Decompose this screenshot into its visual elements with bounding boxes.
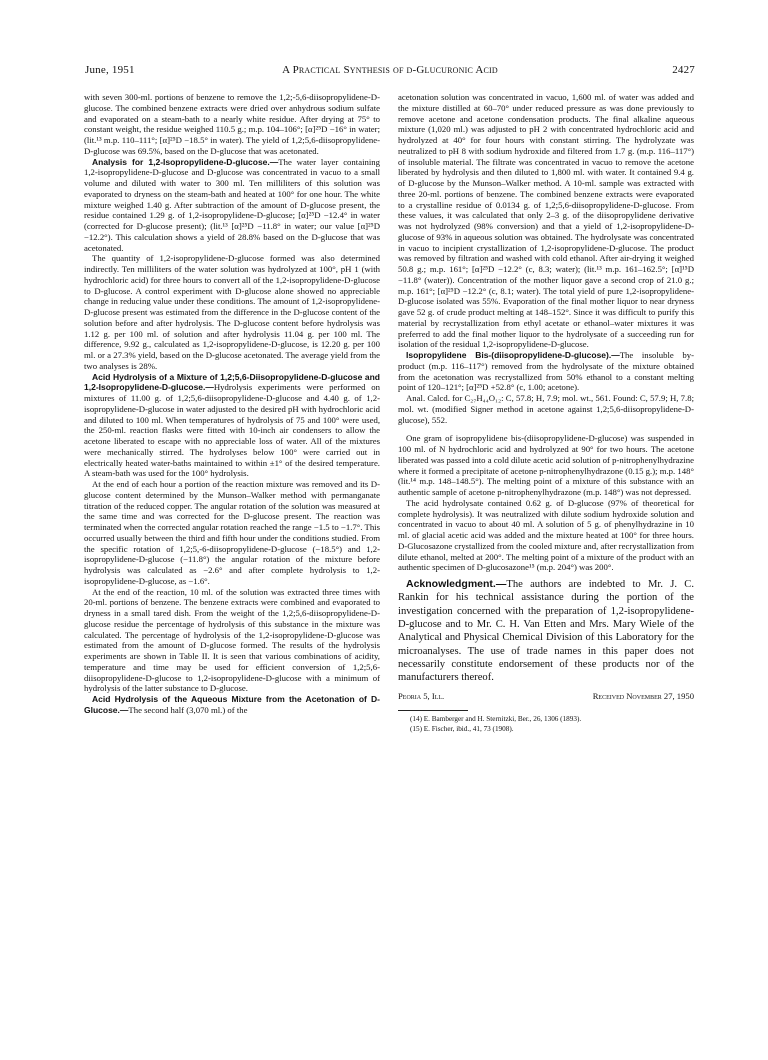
paragraph-text: The water layer containing 1,2-isopropylidene-D-glucose and D-glucose was concentrated in vacuo to a small volume and diluted with water to 300 ml. Ten milliliters of this solution was evaporated to dryness on the steam-bath and heated at 100° for one hour. The white mixture weighed 1.40 g. After subtraction of the amount of D-glucose present, the residue contained 1.29 g. of 1,2-isopropylidene-D-glucose; [α]²⁵D −12.4° in water (corrected for D-glucose present); (lit.¹³ [α]²⁵D −11.8° in water; our value [α]²⁵D −12.2°). This calculation shows a yield of 28.8% based on the D-glucose that was acetonated. — [84, 156, 380, 253]
run-in-heading: Analysis for 1,2-Isopropylidene-D-glucose.— — [92, 156, 279, 167]
acknowledgment-heading: Acknowledgment.— — [406, 578, 507, 590]
header-title: A Practical Synthesis of d-Glucuronic Acid — [282, 64, 498, 76]
footnote: (14) E. Bamberger and H. Sternitzki, Ber., 26, 1306 (1893). — [410, 714, 582, 723]
paragraph — [84, 372, 380, 480]
paragraph-text: Hydrolysis experiments were performed on mixtures of 11.00 g. of 1,2;5,6-diisopropylidene-D-glucose and 4.40 g. of 1,2-isopropylidene-D-glucose in water adjusted to the desired pH with hydrochloric acid and diluted to 100 ml. When temperatures of hydrolysis of 75 and 100° were used, the 250-ml. reaction flasks were fitted with 10-inch air condensers to allow the acetone liberated to escape with no appreciable loss of water. All of the mixtures were mechanically stirred. The hydrolyses below 100° were carried out in electrically heated water-baths maintained to within ±1° of the desired temperature. A steam-bath was used for the 100° hydrolysis. — [84, 382, 380, 479]
analysis-paragraph: Anal. Calcd. for C₂₇H₄₄O₁₂: C, 57.8; H, 7.9; mol. wt., 561. Found: C, 57.9; H, 7.8; mol. wt. (modified Signer method in acetone against 1,2;5,6-diisopropylidene-D-glucose), 552. — [398, 393, 694, 425]
signature-line — [398, 691, 694, 703]
acknowledgment-text: The authors are indebted to Mr. J. C. Rankin for his technical assistance during the portion of the investigation concerned with the preparation of 1,2-isopropylidene-D-glucose and to Mr. C. H. Van Etten and Mrs. Mary Wiele of the Analytical and Physical Chemical Division of this Laboratory for the microanalyses. The use of trade names in this paper does not necessarily constitute endorsement of these products nor of the manufacturers thereof. — [398, 579, 694, 684]
received-date: Received November 27, 1950 — [592, 690, 694, 701]
paragraph-text: The insoluble by-product (m.p. 116–117°) removed from the hydrolysate of the mixture obtained from the acetonation was recrystallized from 50% ethanol to a constant melting point of 120–121°; [α]²⁵D +52.8° (c, 1.00; acetone). — [398, 350, 694, 393]
footnote-rule — [398, 710, 468, 711]
run-in-heading: Acid Hydrolysis of the Aqueous Mixture from the Acetonation of D-Glucose.— — [84, 694, 380, 715]
paragraph: The acid hydrolysate contained 0.62 g. of D-glucose (97% of theoretical for complete hydrolysis). It was neutralized with dilute sodium hydroxide solution and concentrated in vacuo to about 40 ml. A solution of 5 g. of phenylhydrazine in 10 ml. of glacial acetic acid was added and the mixture heated at 100° for three hours. D-Glucosazone crystallized from the cooled mixture and, after recrystallization from dilute ethanol, melted at 200°. The melting point of a mixture of the product with an authentic specimen of D-glucosazone¹⁵ (m.p. 204°) was 200°. — [398, 497, 694, 573]
run-in-heading: Acid Hydrolysis of a Mixture of 1,2;5,6-Diisopropylidene-D-glucose and 1,2-Isopropylidene-D-glucose.— — [84, 371, 380, 393]
header-date: June, 1951 — [85, 64, 135, 76]
paragraph-text: The second half (3,070 ml.) of the — [128, 704, 248, 715]
paragraph — [84, 157, 380, 254]
page-number: 2427 — [672, 64, 695, 76]
footnotes — [398, 714, 694, 734]
paragraph — [398, 350, 694, 393]
paragraph: At the end of each hour a portion of the reaction mixture was removed and its D-glucose content determined by the Munson–Walker method with permanganate titration of the reduced copper. The angular rotation of the solution was measured at the same time and was corrected for the D-glucose present. The reaction was terminated when the corrected angular rotation reached the range −1.5 to −1.7°. This occurred usually between the third and fifth hour under the conditions studied. From the specific rotation of 1,2;5,-6-diisopropylidene-D-glucose (−18.5°) and 1,2-isopropylidene-D-glucose (−11.8°) the angular rotation of the mixture before hydrolysis was calculated as −2.6° and after complete hydrolysis to 1,2-isopropylidene-D-glucose, as −1.6°. — [84, 479, 380, 586]
paragraph — [84, 694, 380, 716]
acknowledgment — [398, 578, 694, 685]
paragraph: The quantity of 1,2-isopropylidene-D-glucose formed was also determined indirectly. Ten milliliters of the water solution was hydrolyzed at 100°, pH 1 (with hydrochloric acid) for three hours to convert all of the 1,2-isopropylidene-D-glucose to D-glucose. A control experiment with D-glucose alone showed no appreciable change in reducing value under these conditions. The amount of 1,2-isopropylidene-D-glucose present was estimated from the difference in the D-glucose content of the solution before and after hydrolysis. The D-glucose content before hydrolysis was 1.12 g. per 100 ml. of solution and after hydrolysis 11.04 g. per 100 ml. The difference, 9.92 g., calculated as 1,2-isopropylidene-D-glucose, is 12.20 g. per 100 ml. or a 27.3% yield, based on the D-glucose acetonated. The average yield from the two analyses is 28%. — [84, 253, 380, 371]
footnote: (15) E. Fischer, ibid., 41, 73 (1908). — [410, 724, 514, 733]
paragraph: acetonation solution was concentrated in vacuo, 1,600 ml. of water was added and the mixture distilled at 60–70° under reduced pressure as was done previously to remove acetone and acetone condensation products. The final alkaline aqueous mixture (1,020 ml.) was adjusted to pH 2 with concentrated hydrochloric acid and hydrolyzed at 40° for four hours with constant stirring. The hydrolyzate was neutralized to pH 8 with sodium hydroxide and filtered from 1.7 g. (m.p. 116–117°) of insoluble material. The filtrate was concentrated in vacuo to remove the acetone liberated by hydrolysis and then diluted to 1,800 ml. with water. It contained 9.4 g. of D-glucose by the Munson–Walker method. A 10-ml. sample was extracted with three 20-ml. portions of benzene. The combined benzene extracts were evaporated to a crystalline residue of 0.0134 g. of 1,2;5,6-diisopropylidene-D-glucose. From these values, it was calculated that only 2–3 g. of the diisopropylidene derivative was not hydrolyzed (98% conversion) and that a yield of 1,2-isopropylidene-D-glucose of 93% in aqueous solution was obtained. The hydrolysate was concentrated in vacuo to incipient crystallization of 1,2-isopropylidene-D-glucose. The product was removed by filtration and washed with cold ethanol. After air-drying it weighed 50.8 g.; m.p. 161°; [α]²⁵D −12.2° (c, 8.3; water); (lit.¹³ m.p. 161–162.5°; [α]¹⁵D −11.8° (water)). Concentration of the mother liquor gave a second crop of 21.0 g.; m.p. 161°; [α]²⁵D −12.2° (c, 8.1; water). The total yield of pure 1,2-isopropylidene-D-glucose isolated was 55%. Evaporation of the final mother liquor to near dryness gave 52 g. of crude product melting at 148–152°. Since it was difficult to purify this material by recrystallization from ethyl acetate or ethanol–water mixtures it was preferred to add the final mother liquor to the hydrolysate of a succeeding run for isolation of the residual 1,2-isopropylidene-D-glucose. — [398, 92, 694, 350]
left-column — [84, 92, 380, 716]
running-header — [85, 64, 695, 80]
paragraph: with seven 300-ml. portions of benzene to remove the 1,2;-5,6-diisopropylidene-D-glucose. The combined benzene extracts were dried over anhydrous sodium sulfate and evaporated on a steam-bath to a nearly white residue. After drying at 75° to constant weight, the residue weighed 110.5 g.; m.p. 104–106°; [α]²⁵D −16° in water; (lit.¹³ m.p. 110–111°; [α]²⁵D −18.5° in water). The yield of 1,2;5,6-diisopropylidene-D-glucose was 69.5%, based on the D-glucose that was acetonated. — [84, 92, 380, 156]
run-in-heading: Isopropylidene Bis-(diisopropylidene-D-glucose).— — [406, 350, 620, 360]
location: Peoria 5, Ill. — [398, 690, 445, 701]
right-column — [398, 92, 694, 734]
paragraph: One gram of isopropylidene bis-(diisopropylidene-D-glucose) was suspended in 100 ml. of N hydrochloric acid and hydrolyzed at 90° for two hours. The acetone liberated was passed into a cold dilute acetic acid solution of p-nitrophenylhydrazine where it formed a precipitate of acetone p-nitrophenylhydrazone (0.15 g.); m.p. 148° (lit.¹⁴ m.p. 148–148.5°). The melting point of a mixture of this substance with an authentic sample of acetone p-nitrophenylhydrazone (m.p. 148°) was not depressed. — [398, 433, 694, 497]
paragraph: At the end of the reaction, 10 ml. of the solution was extracted three times with 20-ml. portions of benzene. The benzene extracts were combined and evaporated to dryness in a small tared dish. From the weight of the 1,2;5,6-diisopropylidene-D-glucose residue the percentage of hydrolysis of this substance in the mixture was calculated. The percentage of hydrolysis of the 1,2-isopropylidene-D-glucose was estimated from the amount of D-glucose formed. The results of the hydrolysis experiments are shown in Table II. It is seen that various combinations of acidity, temperature and time may be used for efficient conversion of 1,2;5,6-diisopropylidene-D-glucose to 1,2-isopropylidene-D-glucose with a minimum of hydrolysis of the latter substance to D-glucose. — [84, 586, 380, 694]
